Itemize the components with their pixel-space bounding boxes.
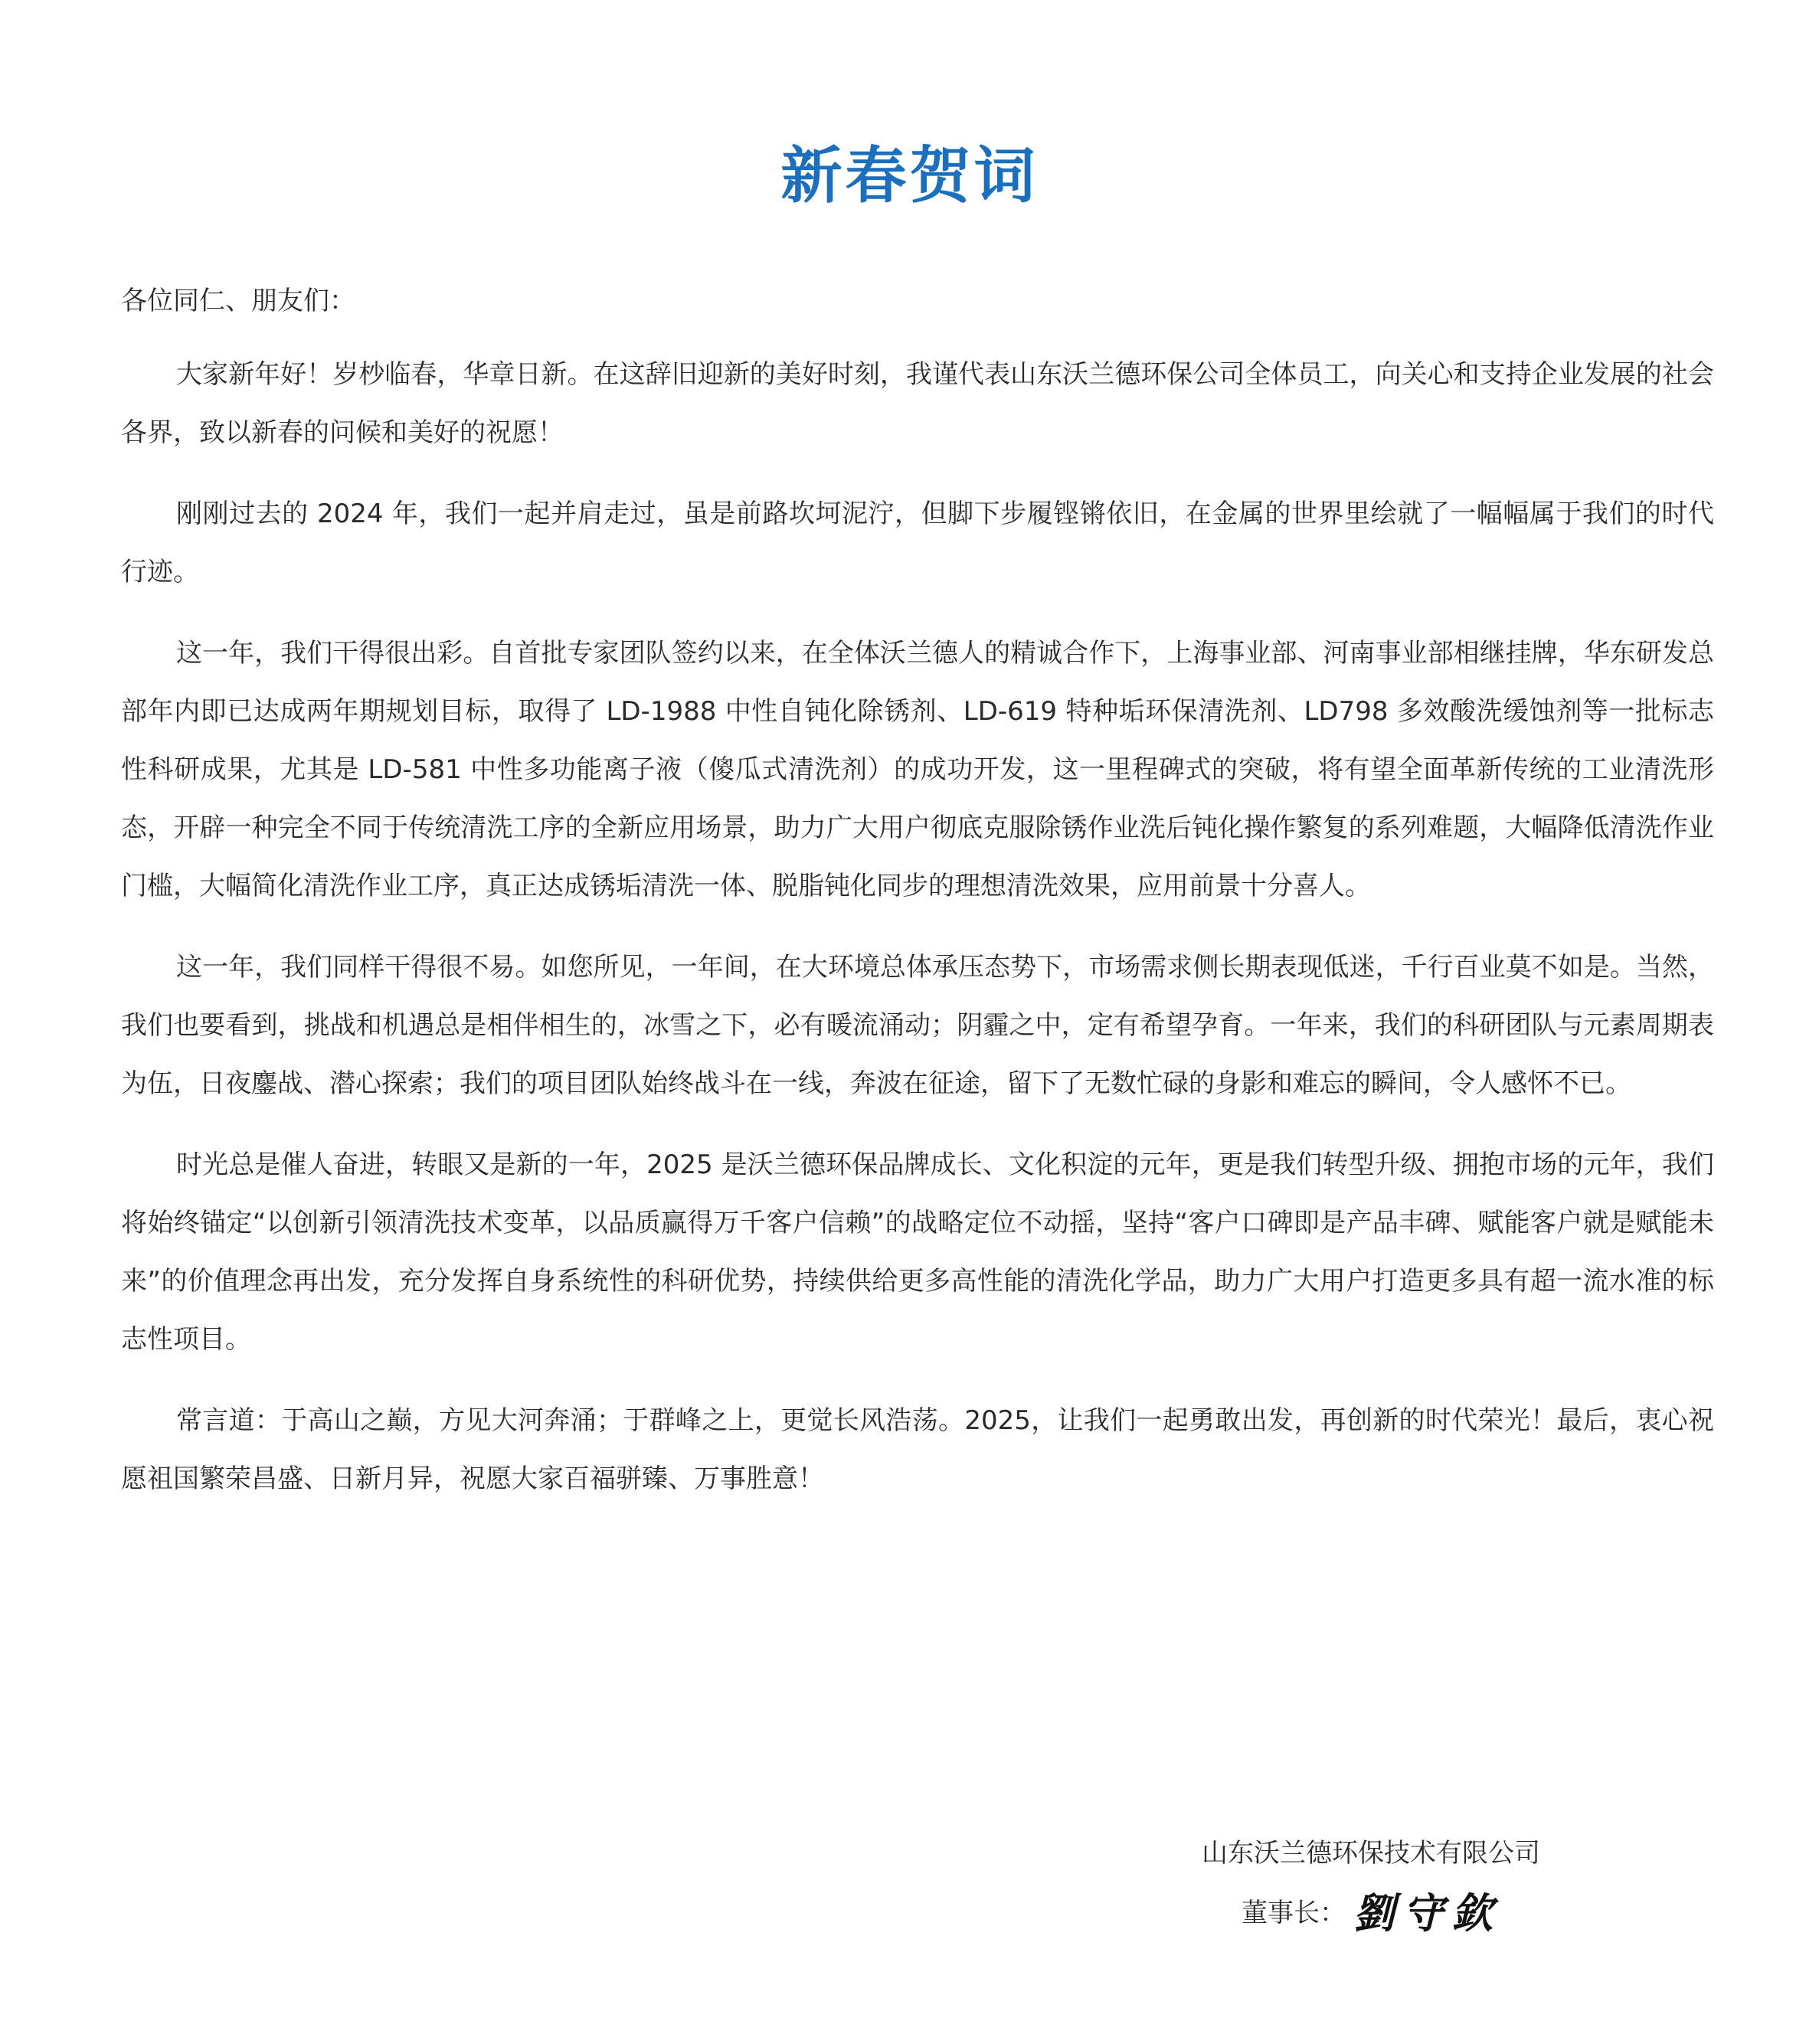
company-name: 山东沃兰德环保技术有限公司 (1202, 1838, 1540, 1869)
paragraph-new-year-greeting: 大家新年好！岁杪临春，华章日新。在这辞旧迎新的美好时刻，我谨代表山东沃兰德环保公司全体员工，向关心和支持企业发展的社会各界，致以新春的问候和美好的祝愿！ (121, 359, 1714, 448)
signer-line (1149, 1889, 1593, 1938)
closing-block (1149, 1832, 1593, 1938)
page-title: 新春贺词 (780, 140, 1039, 211)
paragraph-closing-wishes: 常言道：于高山之巅，方见大河奔涌；于群峰之上，更觉长风浩荡。2025，让我们一起勇敢出发，再创新的时代荣光！最后，衷心祝愿祖国繁荣昌盛、日新月异，祝愿大家百福骈臻、万事胜意！ (121, 1405, 1714, 1494)
paragraph-achievements: 这一年，我们干得很出彩。自首批专家团队签约以来，在全体沃兰德人的精诚合作下，上海事业部、河南事业部相继挂牌，华东研发总部年内即已达成两年期规划目标，取得了 LD-1988 中性自钝化除锈剂、LD-619 特种垢环保清洗剂、LD798 多效酸洗缓蚀剂等一批标志性科研成果，尤其是 LD-581 中性多功能离子液（傻瓜式清洗剂）的成功开发，这一里程碑式的突破，将有望全面革新传统的工业清洗形态，开辟一种完全不同于传统清洗工序的全新应用场景，助力广大用户彻底克服除锈作业洗后钝化操作繁复的系列难题，大幅降低清洗作业门槛，大幅简化清洗作业工序，真正达成锈垢清洗一体、脱脂钝化同步的理想清洗效果，应用前景十分喜人。 (121, 638, 1714, 901)
handwritten-signature: 劉守欽 (1353, 1889, 1500, 1938)
chairman-label: 董事长： (1242, 1898, 1346, 1928)
letter-body (121, 272, 1714, 1531)
paragraph-year-review: 刚刚过去的 2024 年，我们一起并肩走过，虽是前路坎坷泥泞，但脚下步履铿锵依旧，在金属的世界里绘就了一幅幅属于我们的时代行迹。 (121, 499, 1714, 587)
paragraph-outlook-2025: 时光总是催人奋进，转眼又是新的一年，2025 是沃兰德环保品牌成长、文化积淀的元年，更是我们转型升级、拥抱市场的元年，我们将始终锚定“以创新引领清洗技术变革，以品质赢得万千客户信赖”的战略定位不动摇，坚持“客户口碑即是产品丰碑、赋能客户就是赋能未来”的价值理念再出发，充分发挥自身系统性的科研优势，持续供给更多高性能的清洗化学品，助力广大用户打造更多具有超一流水准的标志性项目。 (121, 1150, 1714, 1355)
paragraph-challenges: 这一年，我们同样干得很不易。如您所见，一年间，在大环境总体承压态势下，市场需求侧长期表现低迷，千行百业莫不如是。当然，我们也要看到，挑战和机遇总是相伴相生的，冰雪之下，必有暖流涌动；阴霾之中，定有希望孕育。一年来，我们的科研团队与元素周期表为伍，日夜鏖战、潜心探索；我们的项目团队始终战斗在一线，奔波在征途，留下了无数忙碌的身影和难忘的瞬间，令人感怀不已。 (121, 952, 1714, 1099)
salutation: 各位同仁、朋友们： (121, 286, 355, 316)
